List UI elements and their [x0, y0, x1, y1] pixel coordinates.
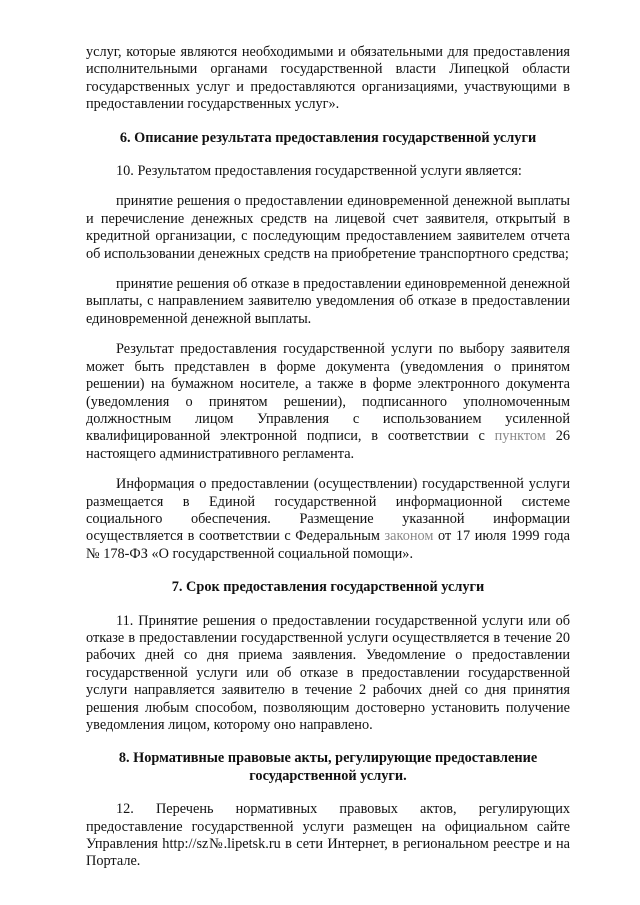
paragraph-10-result-form	[86, 341, 570, 463]
paragraph-10-item-2: принятие решения об отказе в предоставлении единовременной денежной выплаты, с направлением заявителю уведомления об отказе в предоставлении единовременной денежной выплаты.	[86, 276, 570, 327]
paragraph-text: от 17 июля 1999 года № 178-ФЗ «О государственной социальной помощи».	[86, 528, 570, 562]
paragraph-continuation: услуг, которые являются необходимыми и обязательными для предоставления исполнительными органами государственной власти Липецкой области государственных услуг и предоставляются организациями, участвующими в предоставлении государственных услуг».	[86, 44, 570, 113]
punkt-link[interactable]: пунктом	[494, 428, 546, 445]
heading-line: 8. Нормативные правовые акты, регулирующие предоставление	[118, 750, 538, 767]
law-link[interactable]: законом	[384, 528, 434, 545]
heading-line: государственной услуги.	[249, 767, 407, 784]
paragraph-12: 12. Перечень нормативных правовых актов, регулирующих предоставление государственной услуги размещен на официальном сайте Управления http://sz№.lipetsk.ru в сети Интернет, в региональном реестре и на Портале.	[86, 801, 570, 870]
section-7-heading: 7. Срок предоставления государственной услуги	[171, 579, 485, 596]
paragraph-text: Результат предоставления государственной услуги по выбору заявителя может быть представлен в форме документа (уведомления о принятом решении) на бумажном носителе, а также в форме электронного документа (уведомления о принятом решении), подписанного уполномоченным должностным лицом Управления с использованием усиленной квалифицированной электронной подписи, в соответствии с	[86, 341, 570, 445]
section-8-heading	[86, 750, 570, 785]
section-6-heading: 6. Описание результата предоставления государственной услуги	[119, 129, 537, 146]
paragraph-11: 11. Принятие решения о предоставлении государственной услуги или об отказе в предоставлении государственной услуги осуществляется в течение 20 рабочих дней со дня приема заявления. Уведомление о предоставлении государственной услуги или об отказе в предоставлении государственной услуги направляется заявителю в течение 2 рабочих дней со дня принятия решения любым способом, позволяющим достоверно установить получение уведомления лицом, которому оно направлено.	[86, 612, 570, 733]
paragraph-text: Информация о предоставлении (осуществлении) государственной услуги размещается в Единой государственной информационной системе социального обеспечения. Размещение указанной информации осуществляется в соответствии с Федеральным	[86, 476, 570, 545]
paragraph-10-information	[86, 476, 570, 563]
paragraph-text: 26 настоящего административного регламента.	[86, 428, 570, 462]
document-page	[86, 44, 570, 871]
paragraph-10: 10. Результатом предоставления государственной услуги является:	[116, 163, 522, 180]
paragraph-10-item-1: принятие решения о предоставлении единовременной денежной выплаты и перечисление денежных средств на лицевой счет заявителя, открытый в кредитной организации, с последующим предоставлением заявителем отчета об использовании денежных средств на приобретение транспортного средства;	[86, 193, 570, 262]
